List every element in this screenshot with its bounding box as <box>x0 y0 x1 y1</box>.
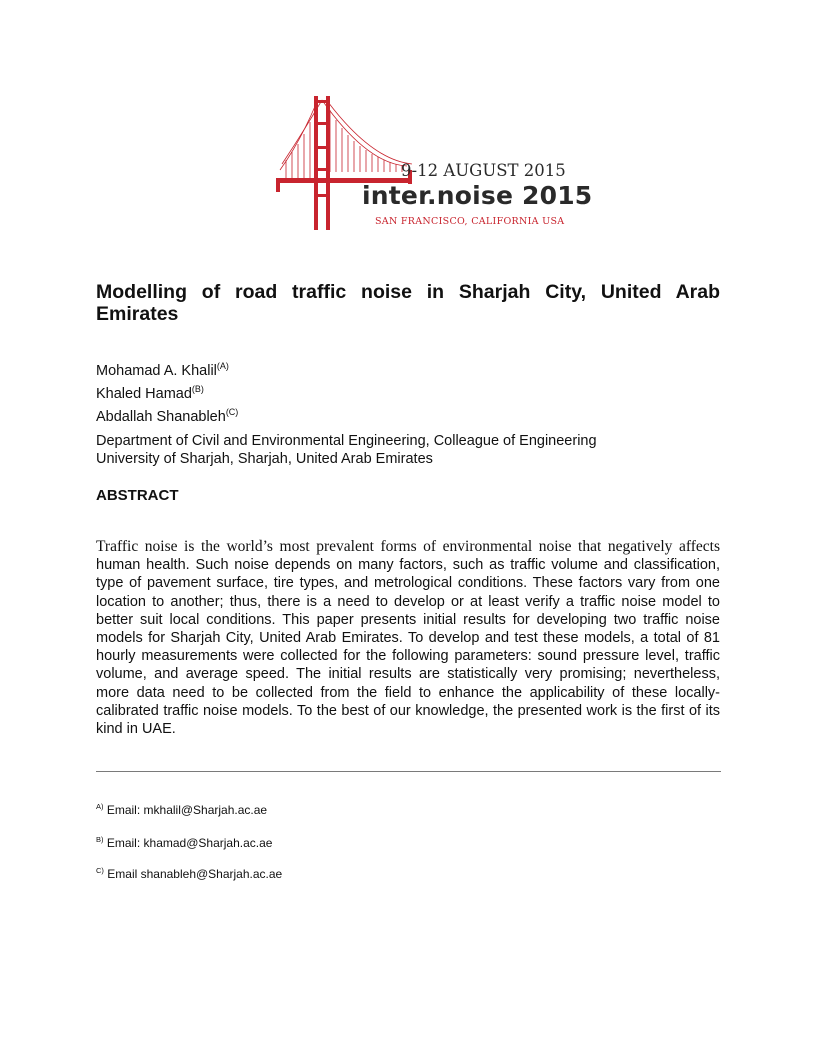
abstract-heading: ABSTRACT <box>96 487 179 504</box>
author: Khaled Hamad$^{(B)}$ <box>96 383 204 402</box>
abstract-text <box>96 538 720 738</box>
affiliation-line: Department of Civil and Environmental Engineering, Colleague of Engineering <box>96 433 597 449</box>
conference-location: SAN FRANCISCO, CALIFORNIA USA <box>375 216 565 227</box>
conference-logo <box>272 94 593 234</box>
footnote-divider <box>96 771 721 772</box>
abstract-lead: Traffic noise is the world’s most prevalent forms of environmental noise that negatively affects <box>96 538 720 555</box>
conference-name: inter.noise 2015 <box>362 181 593 210</box>
author-list <box>96 357 238 425</box>
author: Abdallah Shanableh$^{(C)}$ <box>96 406 239 425</box>
author: Mohamad A. Khalil$^{(A)}$ <box>96 361 229 379</box>
footnote: $^{C)}$ Email shanableh@Sharjah.ac.ae <box>96 866 283 881</box>
paper-title: Modelling of road traffic noise in Sharjah City, United Arab Emirates <box>96 281 720 325</box>
footnote: $^{A)}$ Email: mkhalil@Sharjah.ac.ae <box>96 802 268 817</box>
affiliation <box>96 432 597 468</box>
affiliation-line: University of Sharjah, Sharjah, United Arab Emirates <box>96 451 433 467</box>
conference-date: 9-12 AUGUST 2015 <box>401 161 566 180</box>
footnote: $^{B)}$ Email: khamad@Sharjah.ac.ae <box>96 835 273 850</box>
abstract-body: human health. Such noise depends on many factors, such as traffic volume and classification, type of pavement surface, tire types, and metrological conditions. These factors vary from one location to another; thus, there is a need to develop or at least verify a traffic noise model to better suit local conditions. This paper presents initial results for developing two traffic noise models for Sharjah City, United Arab Emirates. To develop and test these models, a total of 81 hourly measurements were collected for the following parameters: sound pressure level, traffic volume, and average speed. The initial results are statistically very promising; nevertheless, more data need to be collected from the field to enhance the applicability of these locally-calibrated traffic noise models. To the best of our knowledge, the presented work is the first of its kind in UAE. <box>96 557 720 738</box>
